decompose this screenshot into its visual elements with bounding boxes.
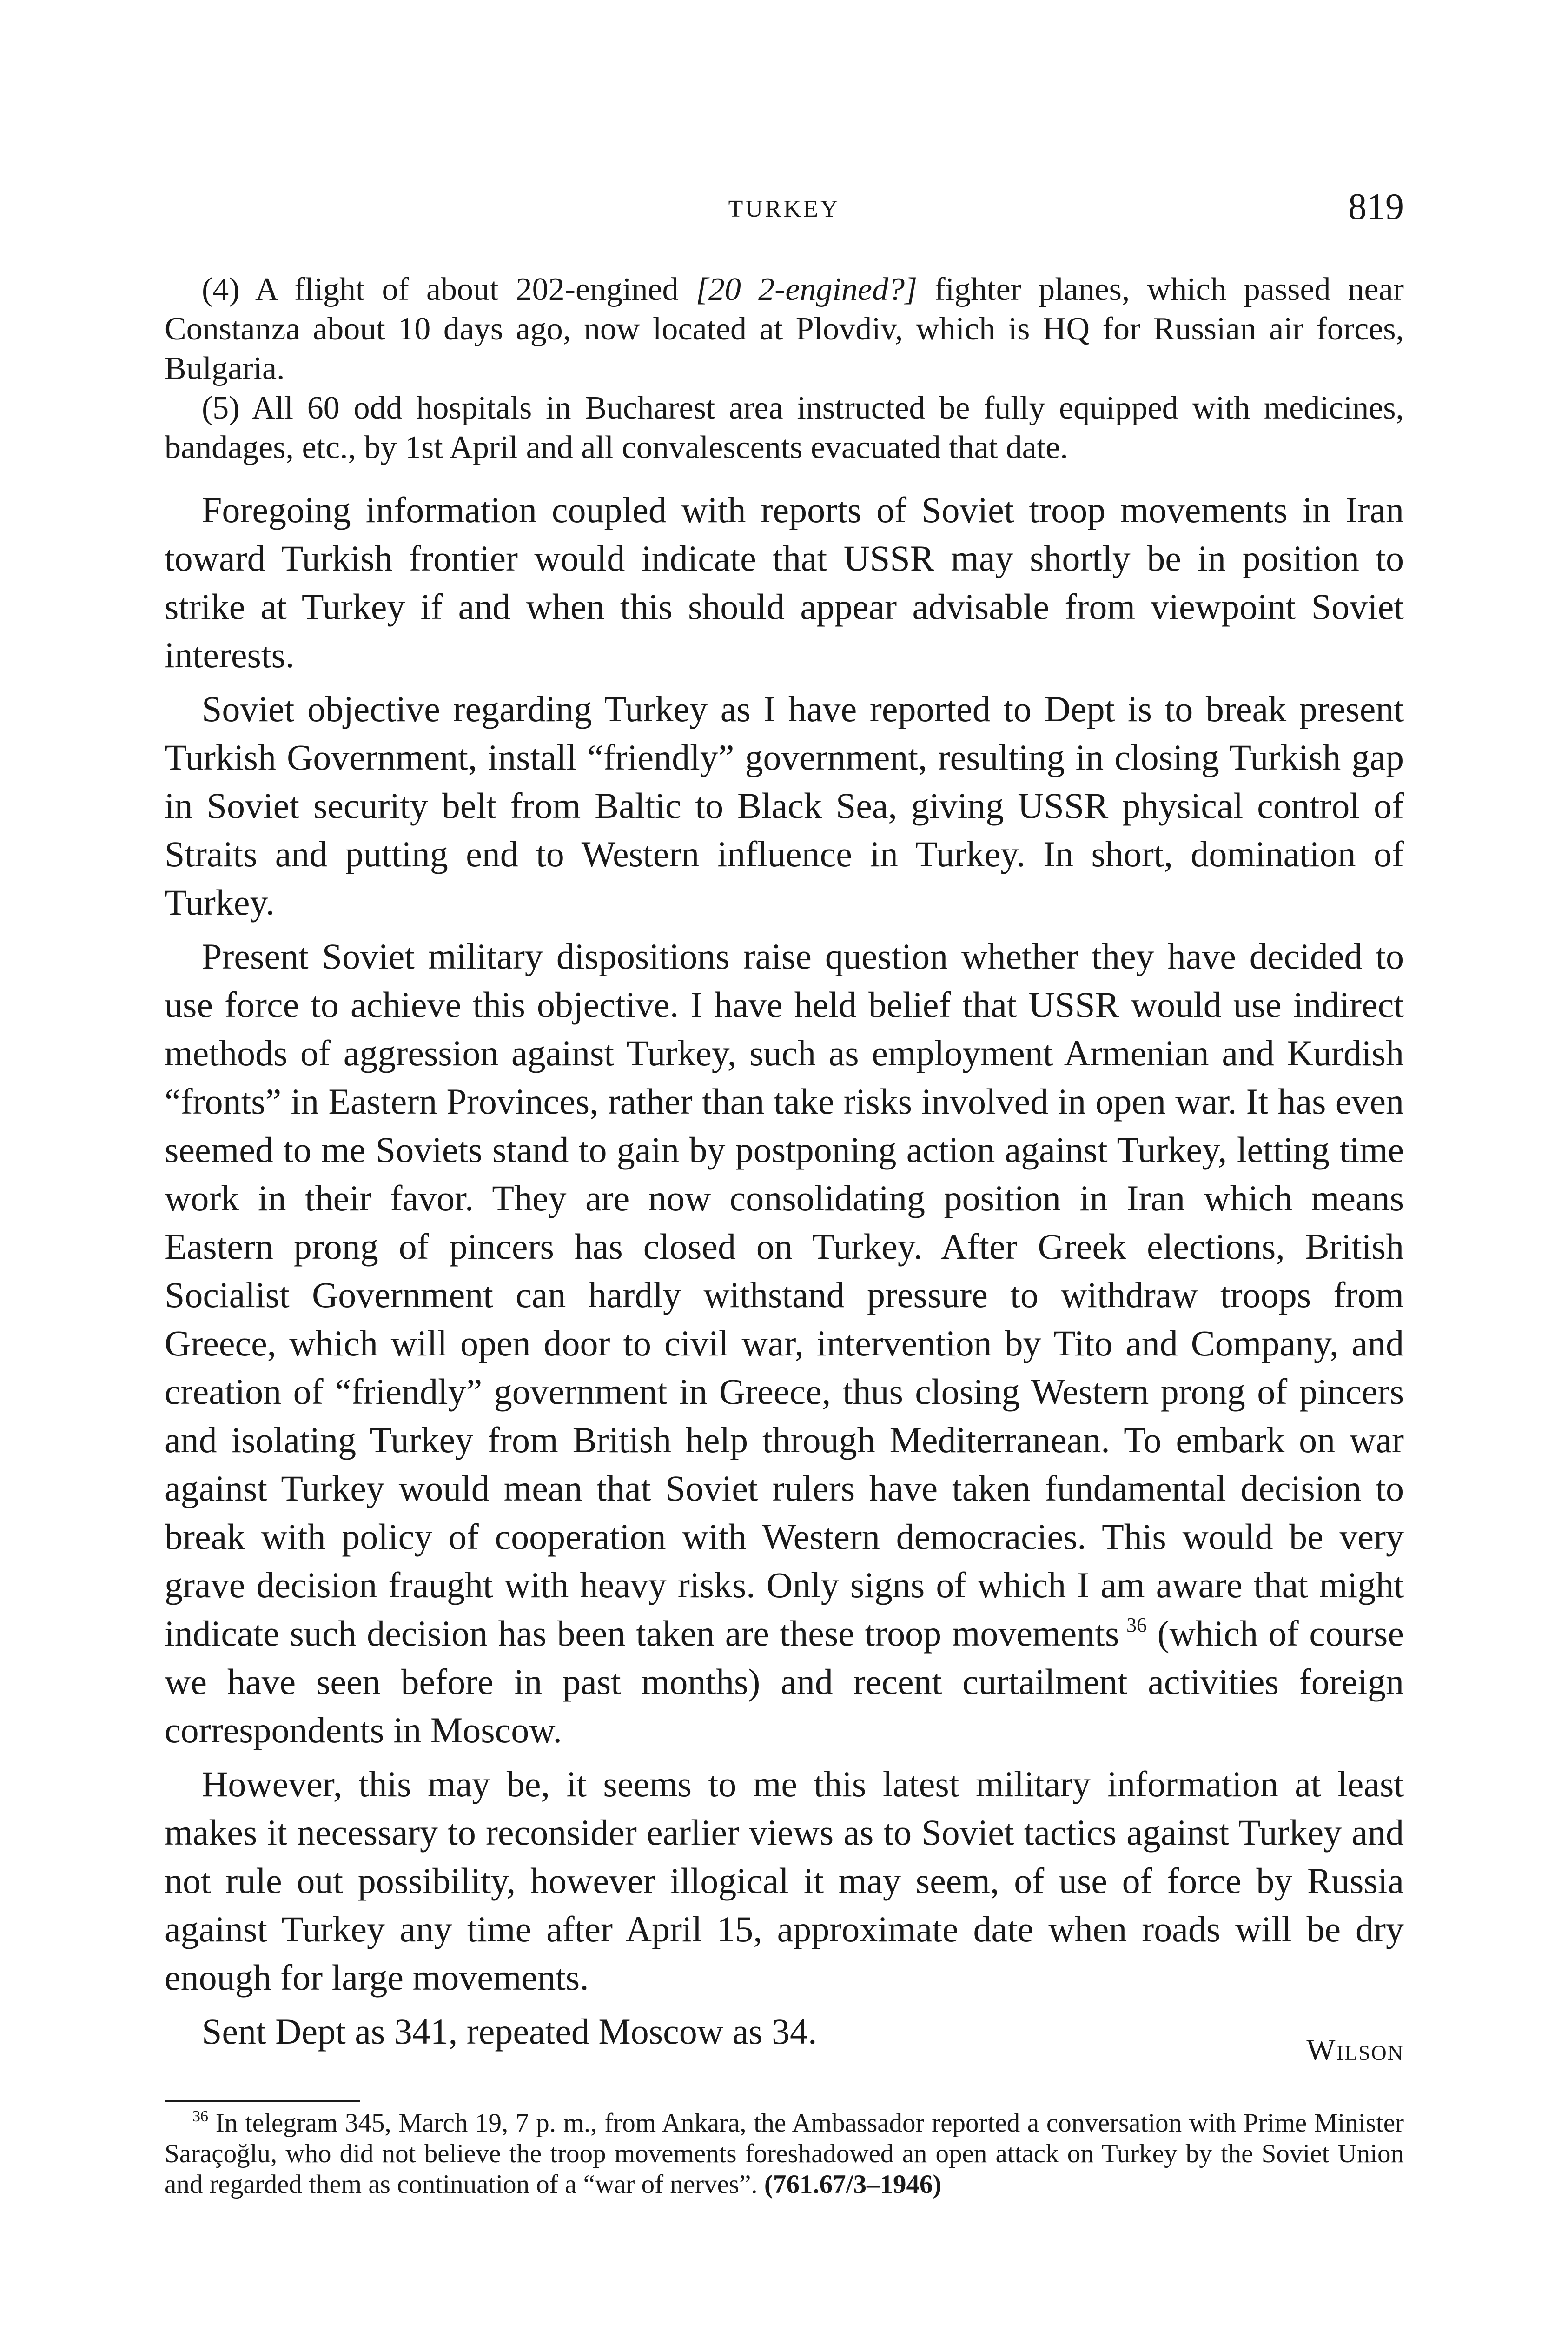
- page-header: [165, 186, 1404, 242]
- footnote: [165, 2108, 1404, 2200]
- footnote-reference[interactable]: 36: [1126, 1614, 1147, 1636]
- paragraph-3-text-b: (which of course we have seen before in past months) and recent curtailment activities foreign correspondents in Moscow.: [165, 1613, 1404, 1750]
- list-item-5: (5) All 60 odd hospitals in Bucharest area instructed be fully equipped with medicines, bandages, etc., by 1st April and all convalescents evacuated that date.: [165, 390, 1404, 465]
- signature: Wilson: [1306, 2033, 1404, 2067]
- paragraph-3-text-a: Present Soviet military dispositions raise question whether they have decided to use force to achieve this objective. I have held belief that USSR would use indirect methods of aggression against Turkey, such as employment Armenian and Kurdish “fronts” in Eastern Provinces, rather than take risks involved in open war. It has even seemed to me Soviets stand to gain by postponing action against Turkey, letting time work in their favor. They are now consolidating position in Iran which means Eastern prong of pincers has closed on Turkey. After Greek elections, British Socialist Government can hardly withstand pressure to withdraw troops from Greece, which will open door to civil war, intervention by Tito and Company, and creation of “friendly” government in Greece, thus closing Western prong of pincers and isolating Turkey from British help through Mediterranean. To embark on war against Turkey would mean that Soviet rulers have taken fundamental decision to break with policy of cooperation with Western democracies. This would be very grave decision fraught with heavy risks. Only signs of which I am aware that might indicate such decision has been taken are these troop movements: [165, 936, 1404, 1654]
- paragraph-military-dispositions: [165, 932, 1404, 1754]
- document-page: [165, 186, 1404, 2200]
- footnote-text: In telegram 345, March 19, 7 p. m., from Ankara, the Ambassador reported a conversation with Prime Minister Saraçoğlu, who did not believe the troop movements foreshadowed an open attack on Turkey by the Soviet Union and regarded them as continuation of a “war of nerves”.: [165, 2108, 1404, 2199]
- list-item-4: [165, 270, 1404, 388]
- running-head: TURKEY: [728, 196, 840, 222]
- sign-off: [165, 2007, 1404, 2068]
- item-4-editorial-note: [20 2-engined?]: [695, 272, 918, 307]
- paragraph-however: However, this may be, it seems to me this latest military information at least makes it necessary to reconsider earlier views as to Soviet tactics against Turkey and not rule out possibility, however illogical it may seem, of use of force by Russia against Turkey any time after April 15, approximate date when roads will be dry enough for large movements.: [165, 1764, 1404, 1998]
- item-4-text-b: fighter planes, which passed near Constanza about 10 days ago, now located at Plovdiv, which is HQ for Russian air forces, Bulgaria.: [165, 272, 1404, 386]
- paragraph-foregoing: Foregoing information coupled with reports of Soviet troop movements in Iran toward Turkish frontier would indicate that USSR may shortly be in position to strike at Turkey if and when this should appear advisable from viewpoint Soviet interests.: [165, 490, 1404, 675]
- body-text: [165, 270, 1404, 2200]
- item-4-text-a: (4) A flight of about 202-engined: [202, 272, 696, 307]
- footnote-file-number: (761.67/3–1946): [764, 2170, 942, 2199]
- footnote-divider: [165, 2100, 360, 2102]
- paragraph-soviet-objective: Soviet objective regarding Turkey as I have reported to Dept is to break present Turkish Government, install “friendly” government, resulting in closing Turkish gap in Soviet security belt from Baltic to Black Sea, giving USSR physical control of Straits and putting end to Western influence in Turkey. In short, domination of Turkey.: [165, 689, 1404, 923]
- footnote-marker: 36: [192, 2108, 208, 2125]
- page-number: 819: [1348, 186, 1404, 227]
- sent-dept-line: Sent Dept as 341, repeated Moscow as 34.: [202, 2011, 817, 2052]
